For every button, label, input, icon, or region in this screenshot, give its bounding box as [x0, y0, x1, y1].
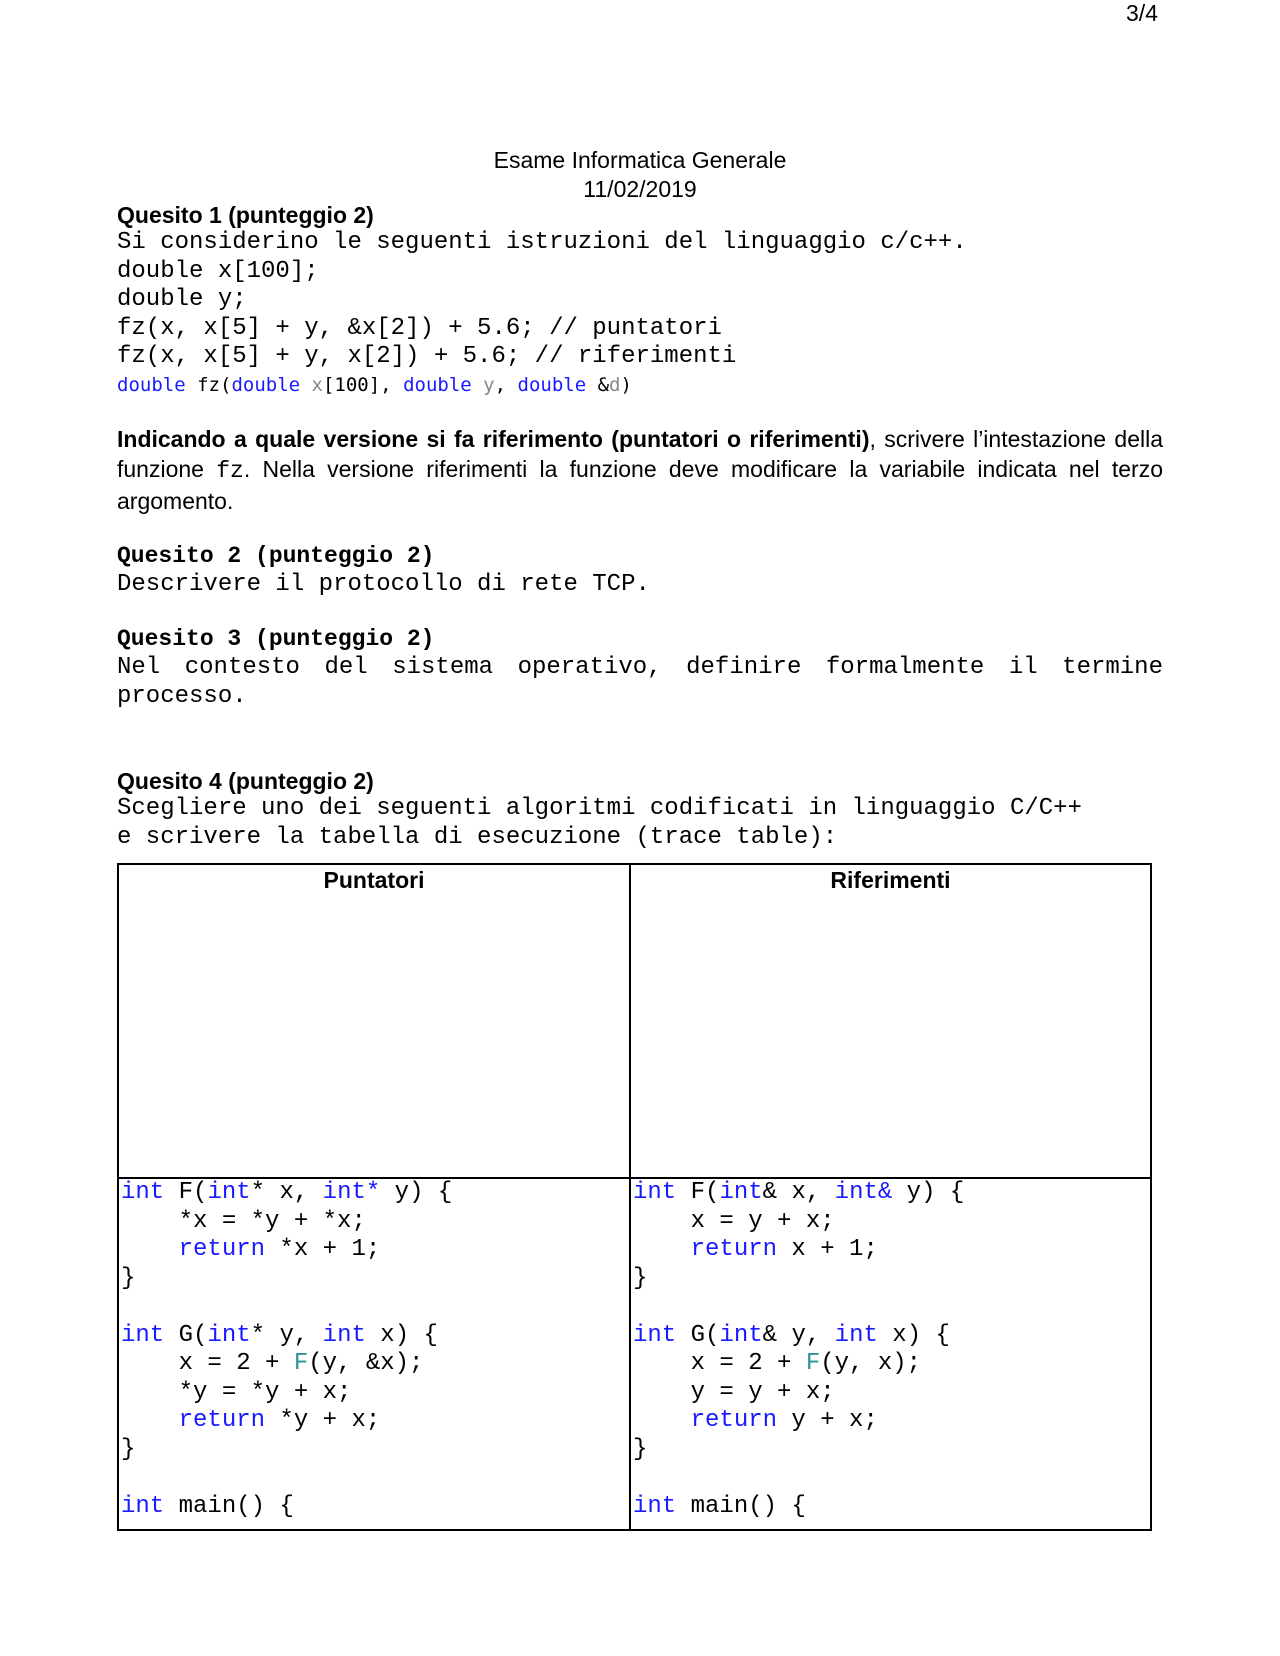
q1-line: fz(x, x[5] + y, x[2]) + 5.6; // riferimenti — [117, 343, 737, 370]
sig-token: ) — [620, 373, 632, 396]
code-riferimenti: int F(int& x, int& y) { x = y + x; return x + 1; } int G(int& y, int x) { x = 2 + F(y, x); y = y + x; return y + x; } int main() { — [630, 1178, 1151, 1530]
sig-token: double — [517, 373, 587, 396]
q3-text: Nel contesto del sistema operativo, definire formalmente il termine processo. — [117, 654, 1163, 710]
col-header-puntatori: Puntatori — [118, 864, 630, 1178]
exam-header — [0, 146, 1280, 204]
q1-instructions — [117, 424, 1163, 516]
q4-line: Scegliere uno dei seguenti algoritmi codificati in linguaggio C/C++ — [117, 795, 1082, 822]
q1-line: double y; — [117, 286, 247, 313]
exam-title: Esame Informatica Generale — [493, 147, 787, 173]
q2-text: Descrivere il protocollo di rete TCP. — [117, 570, 650, 598]
code-puntatori: int F(int* x, int* y) { *x = *y + *x; return *x + 1; } int G(int* y, int x) { x = 2 + F(y, &x); *y = *y + x; return *y + x; } int main() { — [118, 1178, 630, 1530]
q1-code-fz: fz — [216, 457, 244, 484]
col-header-riferimenti: Riferimenti — [630, 864, 1151, 1178]
q1-line: Si considerino le seguenti istruzioni del linguaggio c/c++. — [117, 229, 967, 256]
q1-line: fz(x, x[5] + y, &x[2]) + 5.6; // puntatori — [117, 314, 722, 342]
q1-text: . Nella versione riferimenti la funzione deve modificare la variabile indicata nel terzo argomento. — [117, 455, 1163, 514]
sig-token: x — [311, 373, 323, 396]
q3-title: Quesito 3 (punteggio 2) — [117, 626, 435, 652]
sig-token: [100], — [322, 373, 404, 396]
sig-token: double — [231, 373, 301, 396]
sig-token: , — [494, 373, 518, 396]
sig-token: fz — [197, 373, 220, 396]
sig-token: d — [609, 373, 621, 396]
sig-token: double — [403, 373, 472, 396]
q1-text: , scrivere l’intestazione della funzione — [117, 425, 1163, 482]
q4-line: e scrivere la tabella di esecuzione (trace table): — [117, 823, 838, 851]
q2-title: Quesito 2 (punteggio 2) — [117, 542, 435, 569]
sig-token: y — [483, 373, 495, 396]
sig-token: double — [117, 373, 186, 396]
q1-line: double x[100]; — [117, 257, 319, 285]
q1-signature — [117, 372, 1163, 398]
page-number: 3/4 — [1126, 0, 1158, 26]
q4-title: Quesito 4 (punteggio 2) — [117, 768, 374, 794]
q1-title: Quesito 1 (punteggio 2) — [117, 202, 374, 228]
exam-content — [117, 201, 1163, 852]
q1-bold-intro: Indicando a quale versione si fa riferimento (puntatori o riferimenti) — [117, 425, 870, 452]
exam-date: 11/02/2019 — [583, 176, 697, 202]
sig-token: & — [586, 373, 610, 396]
sig-token: ( — [219, 373, 232, 396]
trace-table — [117, 863, 1152, 1531]
